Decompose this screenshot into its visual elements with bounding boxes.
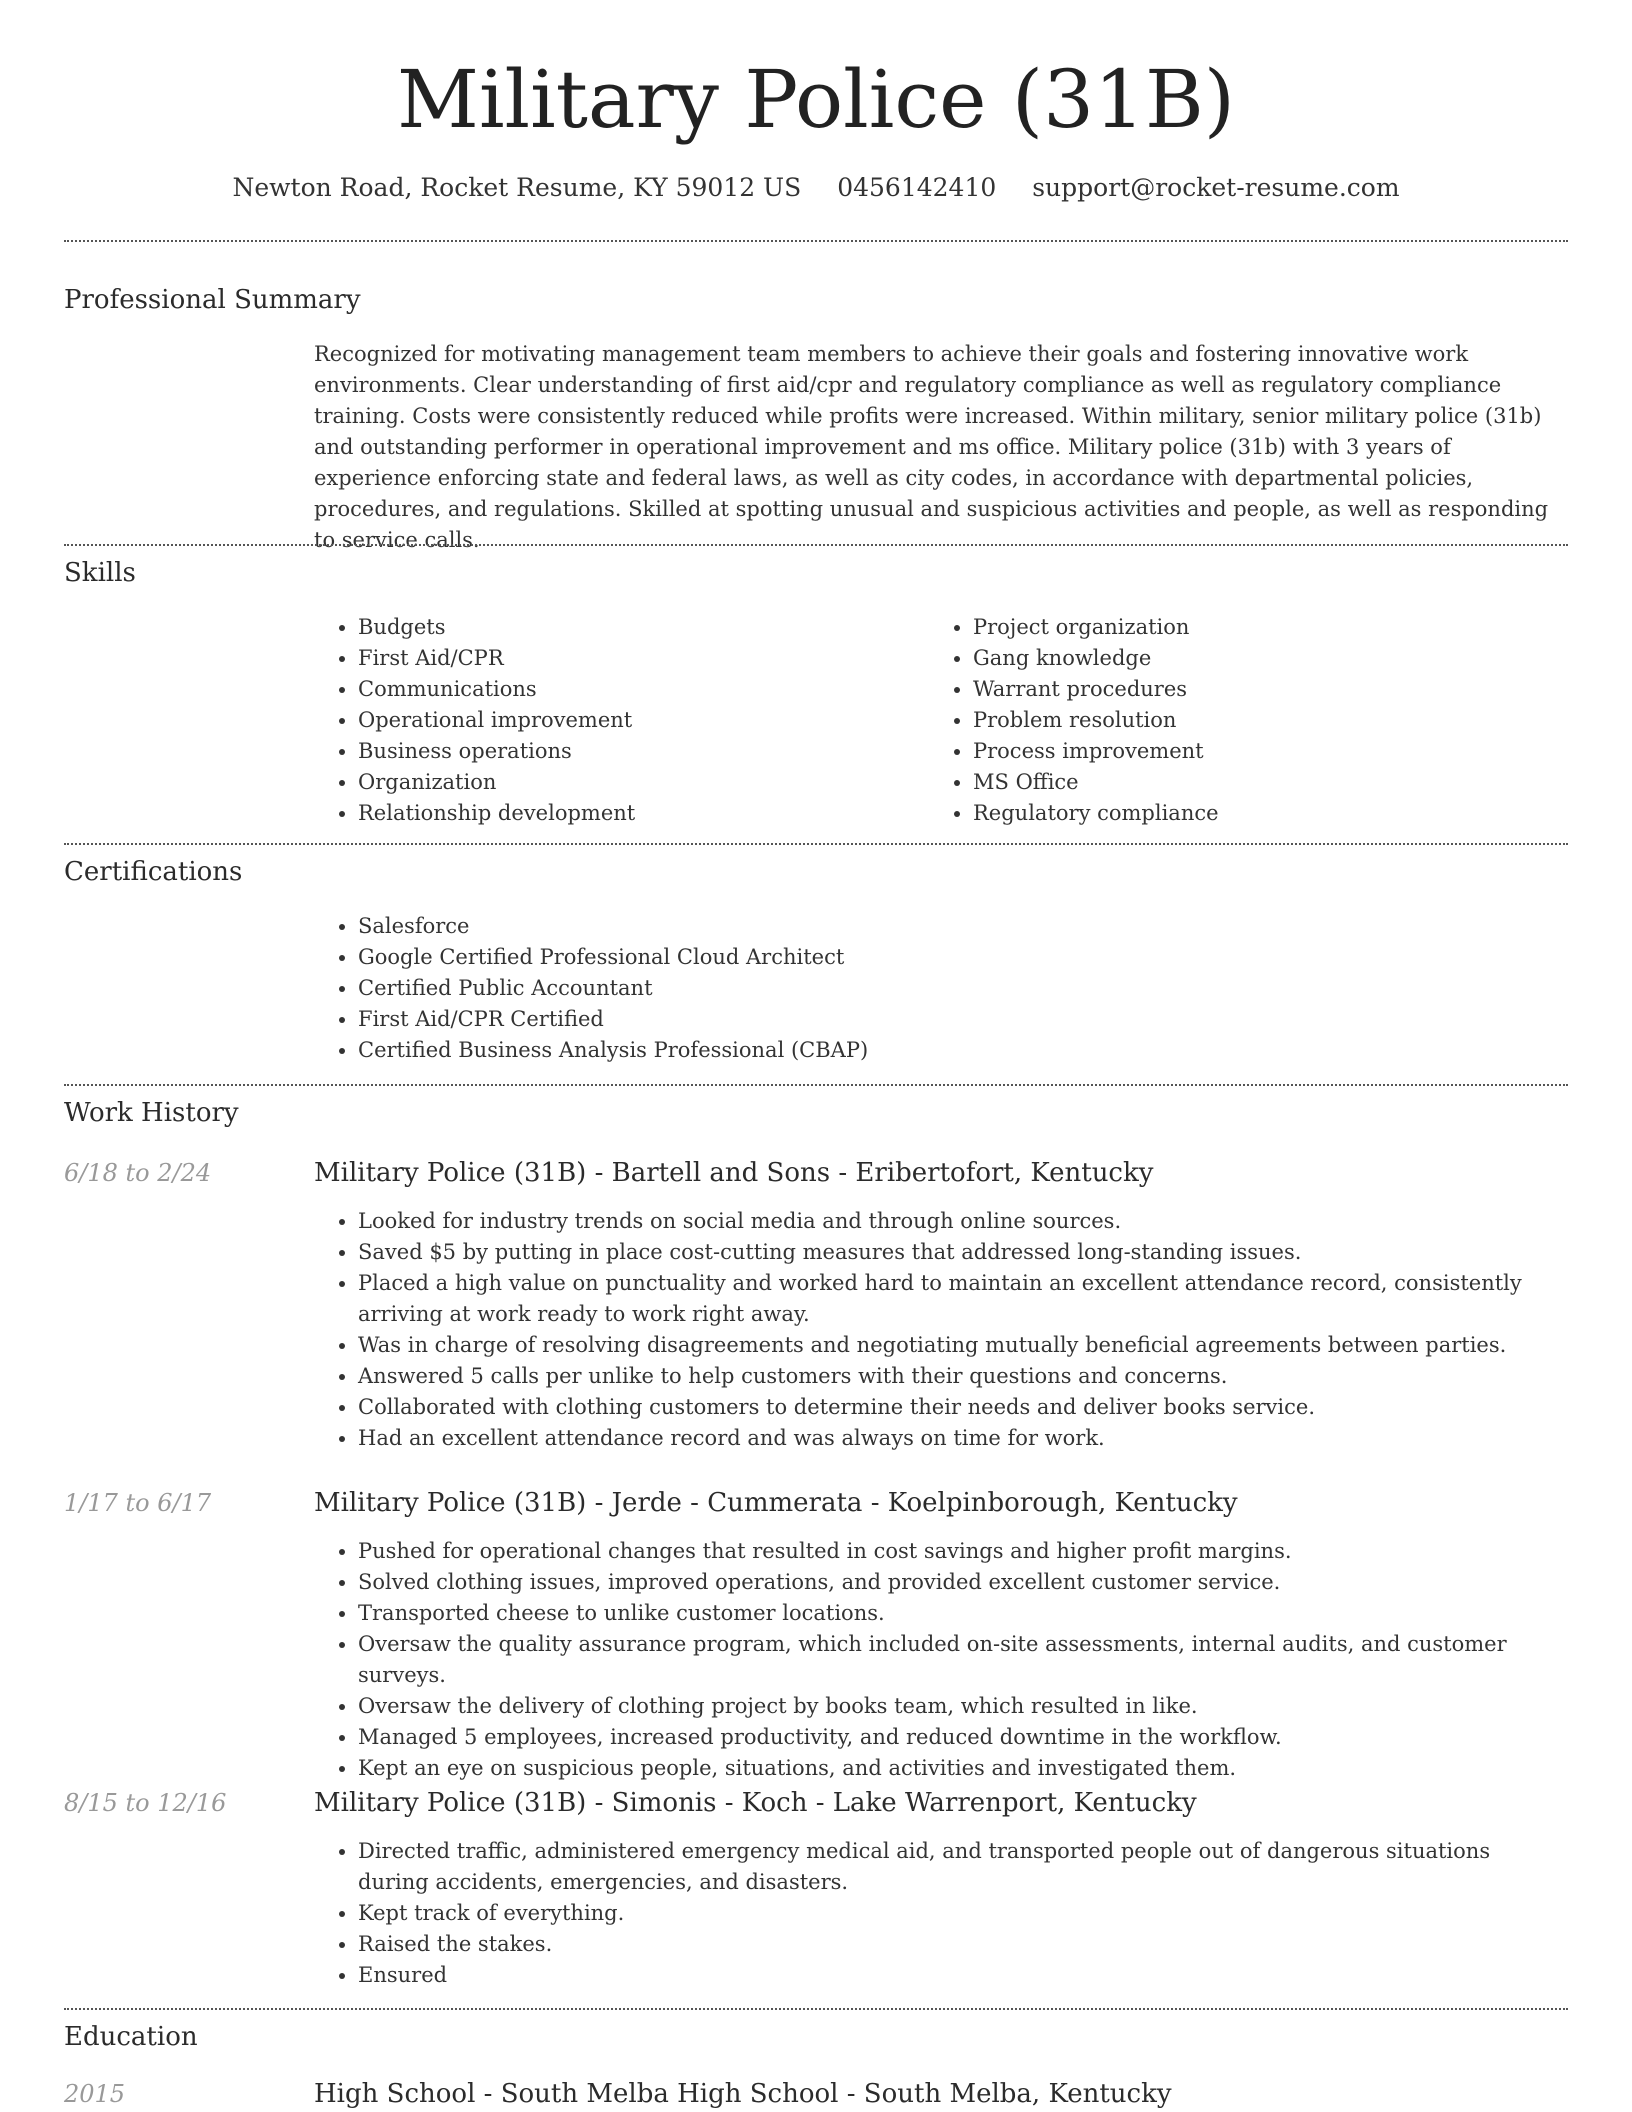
contact-phone: 0456142410 [837,173,997,202]
skill-item: • Process improvement [973,736,1529,767]
contact-line [64,170,1568,206]
skill-item: • First Aid/CPR [358,643,914,674]
job-bullet: • Raised the stakes. [358,1929,1564,1960]
job-dates: 6/18 to 2/24 [64,1159,212,1187]
contact-email[interactable]: support@rocket-resume.com [1032,173,1400,202]
education-title: High School - South Melba High School - South Melba, Kentucky [314,2079,1172,2109]
job-title: Military Police (31B) - Jerde - Cummerata - Koelpinborough, Kentucky [314,1488,1238,1518]
job-bullets [314,1836,1564,1991]
skill-item: • Operational improvement [358,705,914,736]
skill-item: • Communications [358,674,914,705]
job-dates: 1/17 to 6/17 [64,1489,212,1517]
education-heading: Education [64,2022,198,2052]
skill-item: • Project organization [973,612,1529,643]
contact-address: Newton Road, Rocket Resume, KY 59012 US [232,173,802,202]
certification-item: • Salesforce [358,911,1214,942]
job-bullets [314,1536,1564,1784]
job-bullet: • Saved $5 by putting in place cost-cutting measures that addressed long-standing issues. [358,1237,1564,1268]
section-divider [64,544,1568,546]
certification-item: • Certified Public Accountant [358,973,1214,1004]
job-bullet: • Placed a high value on punctuality and worked hard to maintain an excellent attendance record, consistently arriving at work ready to work right away. [358,1268,1564,1330]
section-divider [64,240,1568,242]
job-bullet: • Had an excellent attendance record and was always on time for work. [358,1423,1564,1454]
certification-item: • Certified Business Analysis Professional (CBAP) [358,1035,1214,1066]
certifications-heading: Certifications [64,857,243,887]
summary-text: Recognized for motivating management team members to achieve their goals and fostering innovative work environments. Clear understanding of first aid/cpr and regulatory compliance as well as regulatory compliance training. Costs were consistently reduced while profits were increased. Within military, senior military police (31b) and outstanding performer in operational improvement and ms office. Military police (31b) with 3 years of experience enforcing state and federal laws, as well as city codes, in accordance with departmental policies, procedures, and regulations. Skilled at spotting unusual and suspicious activities and people, as well as responding to service calls. [314,342,1549,552]
skill-item: • Organization [358,767,914,798]
skill-item: • Relationship development [358,798,914,829]
section-divider [64,2008,1568,2010]
skill-item: • MS Office [973,767,1529,798]
work-history-heading: Work History [64,1098,239,1128]
job-bullet: • Pushed for operational changes that resulted in cost savings and higher profit margins. [358,1536,1564,1567]
skill-item: • Regulatory compliance [973,798,1529,829]
section-divider [64,1084,1568,1086]
job-bullet: • Managed 5 employees, increased productivity, and reduced downtime in the workflow. [358,1722,1564,1753]
section-divider [64,843,1568,845]
job-bullet: • Oversaw the quality assurance program, which included on-site assessments, internal audits, and customer surveys. [358,1629,1564,1691]
education-dates: 2015 [64,2080,126,2108]
job-bullet: • Transported cheese to unlike customer locations. [358,1598,1564,1629]
skills-column-left [314,612,914,829]
summary-heading: Professional Summary [64,285,361,315]
skill-item: • Gang knowledge [973,643,1529,674]
job-bullets [314,1206,1564,1454]
job-bullet: • Looked for industry trends on social media and through online sources. [358,1206,1564,1237]
job-bullet: • Was in charge of resolving disagreements and negotiating mutually beneficial agreements between parties. [358,1330,1564,1361]
certification-item: • Google Certified Professional Cloud Architect [358,942,1214,973]
job-title: Military Police (31B) - Bartell and Sons - Eribertofort, Kentucky [314,1158,1154,1188]
skill-item: • Business operations [358,736,914,767]
job-bullet: • Solved clothing issues, improved operations, and provided excellent customer service. [358,1567,1564,1598]
skill-item: • Warrant procedures [973,674,1529,705]
job-bullet: • Kept an eye on suspicious people, situations, and activities and investigated them. [358,1753,1564,1784]
resume-name: Military Police (31B) [397,53,1235,146]
skill-item: • Budgets [358,612,914,643]
certification-item: • First Aid/CPR Certified [358,1004,1214,1035]
job-bullet: • Kept track of everything. [358,1898,1564,1929]
job-dates: 8/15 to 12/16 [64,1789,227,1817]
skills-heading: Skills [64,558,136,588]
job-bullet: • Answered 5 calls per unlike to help customers with their questions and concerns. [358,1361,1564,1392]
job-bullet: • Ensured [358,1960,1564,1991]
job-title: Military Police (31B) - Simonis - Koch - Lake Warrenport, Kentucky [314,1788,1197,1818]
skill-item: • Problem resolution [973,705,1529,736]
job-bullet: • Oversaw the delivery of clothing project by books team, which resulted in like. [358,1691,1564,1722]
job-bullet: • Directed traffic, administered emergency medical aid, and transported people out of dangerous situations during accidents, emergencies, and disasters. [358,1836,1564,1898]
job-bullet: • Collaborated with clothing customers to determine their needs and deliver books service. [358,1392,1564,1423]
certifications-list [314,911,1214,1066]
skills-column-right [929,612,1529,829]
